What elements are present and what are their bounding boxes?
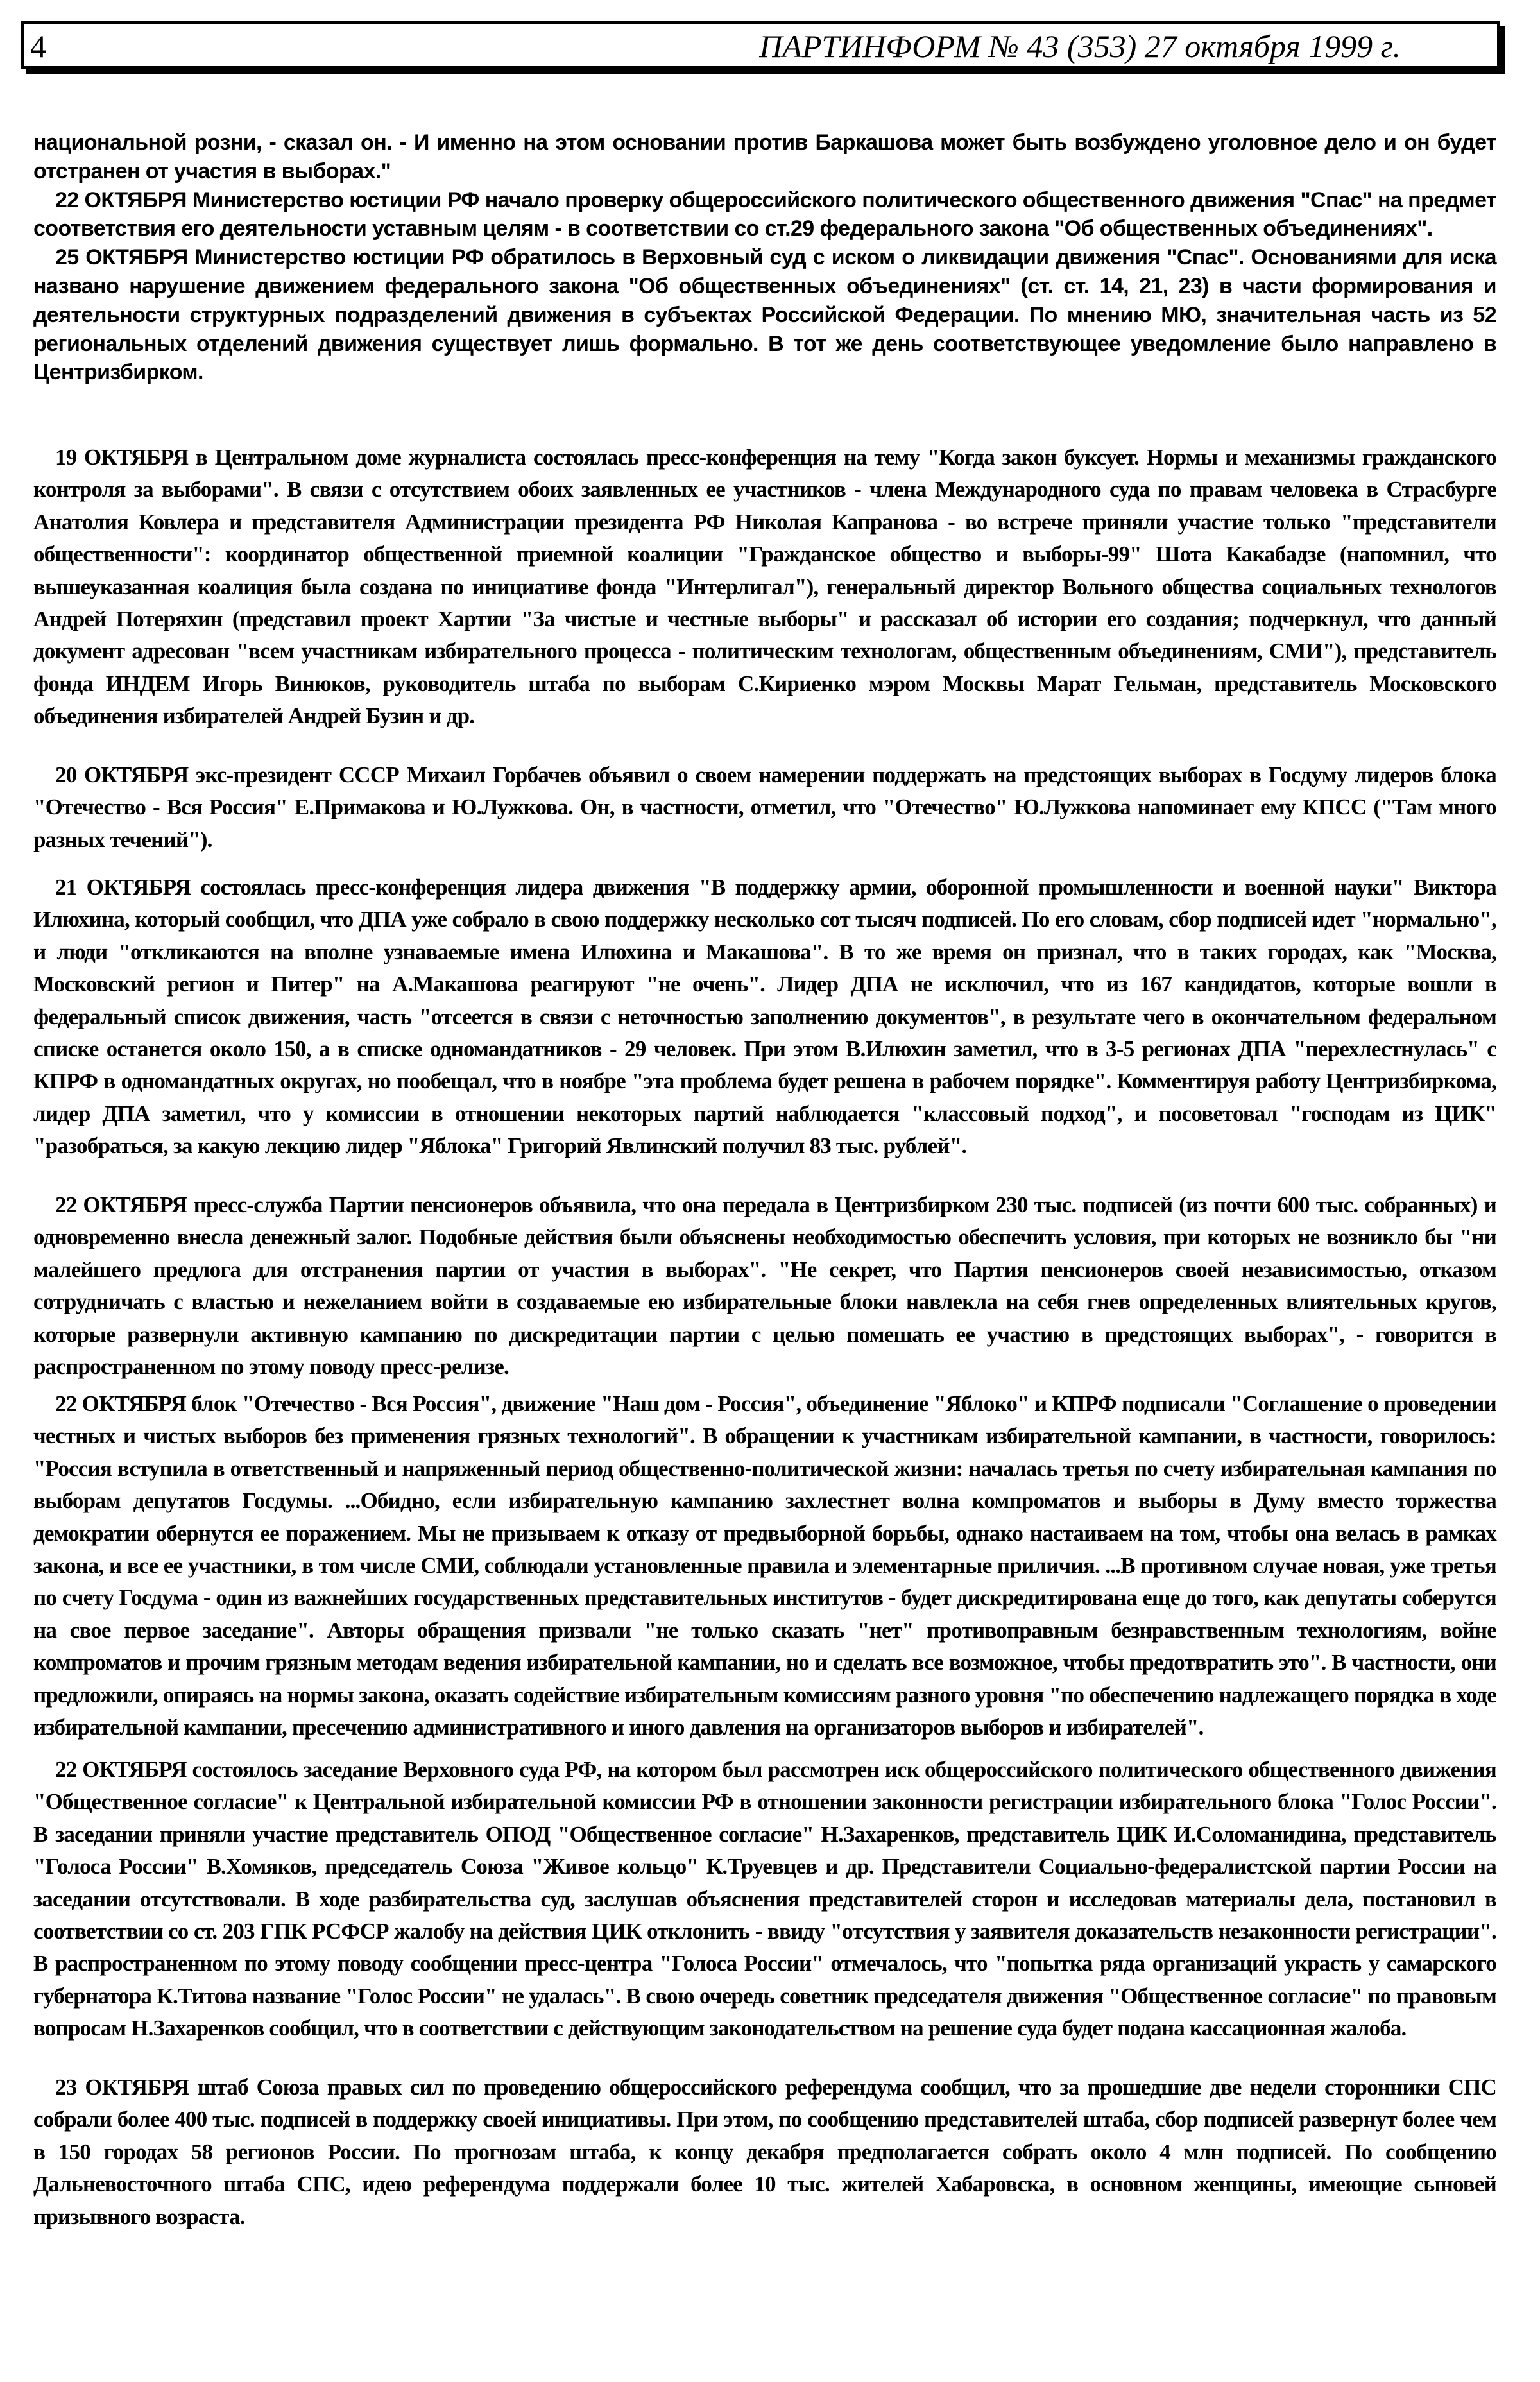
news-item: 22 ОКТЯБРЯ Министерство юстиции РФ начало проверку общероссийского политического общественного движения "Спас" на предмет соответствия его деятельности уставным целям - в соответствии со ст.29 федерального закона "Об общественных объединениях". <box>33 187 1496 241</box>
page-header <box>21 21 1500 69</box>
publication-title: ПАРТИНФОРМ № 43 (353) 27 октября 1999 г. <box>759 28 1401 64</box>
news-item: 19 ОКТЯБРЯ в Центральном доме журналиста состоялась пресс-конференция на тему "Когда закон буксует. Нормы и механизмы гражданского контроля за выборами". В связи с отсутствием обоих заявленных ее участников - члена Международного суда по правам человека в Страсбурге Анатолия Ковлера и представителя Администрации президента РФ Николая Капранова - во встрече приняли участие только "представители общественности": координатор общественной приемной коалиции "Гражданское общество и выборы-99" Шота Какабадзе (напомнил, что вышеуказанная коалиция была создана по инициативе фонда "Интерлигал"), генеральный директор Вольного общества социальных технологов Андрей Потеряхин (представил проект Хартии "За чистые и честные выборы" и рассказал об истории его создания; подчеркнул, что данный документ адресован "всем участникам избирательного процесса - политическим технологам, общественным объединениям, СМИ"), представитель фонда ИНДЕМ Игорь Винюков, руководитель штаба по выборам С.Кириенко мэром Москвы Марат Гельман, представитель Московского объединения избирателей Андрей Бузин и др. <box>33 445 1496 729</box>
continued-paragraph: национальной розни, - сказал он. - И именно на этом основании против Баркашова может быть возбуждено уголовное дело и он будет отстранен от участия в выборах." <box>33 130 1496 184</box>
news-item: 22 ОКТЯБРЯ пресс-служба Партии пенсионеров объявила, что она передала в Центризбирком 230 тыс. подписей (из почти 600 тыс. собранных) и одновременно внесла денежный залог. Подобные действия были объяснены необходимостью обеспечить условия, при которых не возникло бы "ни малейшего предлога для отстранения партии от участия в выборах". "Не секрет, что Партия пенсионеров своей независимостью, отказом сотрудничать с властью и нежеланием войти в создаваемые ею избирательные блоки навлекла на себя гнев определенных влиятельных кругов, которые развернули активную кампанию по дискредитации партии с целью помешать ее участию в предстоящих выборах", - говорится в распространенном по этому поводу пресс-релизе. <box>33 1192 1496 1380</box>
bold-news-block <box>33 128 1496 387</box>
news-item: 23 ОКТЯБРЯ штаб Союза правых сил по проведению общероссийского референдума сообщил, что за прошедшие две недели сторонники СПС собрали более 400 тыс. подписей в поддержку своей инициативы. При этом, по сообщению представителей штаба, сбор подписей развернут более чем в 150 городах 58 регионов России. По прогнозам штаба, к концу декабря предполагается собрать около 4 млн подписей. По сообщению Дальневосточного штаба СПС, идею референдума поддержали более 10 тыс. жителей Хабаровска, в основном женщины, имеющие сыновей призывного возраста. <box>33 2075 1496 2229</box>
news-item: 20 ОКТЯБРЯ экс-президент СССР Михаил Горбачев объявил о своем намерении поддержать на предстоящих выборах в Госдуму лидеров блока "Отечество - Вся Россия" Е.Примакова и Ю.Лужкова. Он, в частности, отметил, что "Отечество" Ю.Лужкова напоминает ему КПСС ("Там много разных течений"). <box>33 762 1496 852</box>
news-item: 21 ОКТЯБРЯ состоялась пресс-конференция лидера движения "В поддержку армии, оборонной промышленности и военной науки" Виктора Илюхина, который сообщил, что ДПА уже собрало в свою поддержку несколько сот тысяч подписей. По его словам, сбор подписей идет "нормально", и люди "откликаются на вполне узнаваемые имена Илюхина и Макашова". В то же время он признал, что в таких городах, как "Москва, Московский регион и Питер" на А.Макашова реагируют "не очень". Лидер ДПА не исключил, что из 167 кандидатов, которые вошли в федеральный список движения, часть "отсеется в связи с неточностью заполнению документов", в результате чего в окончательном федеральном списке останется около 150, а в списке одномандатников - 29 человек. При этом В.Илюхин заметил, что в 3-5 регионах ДПА "перехлестнулась" с КПРФ в одномандатных округах, но пообещал, что в ноябре "эта проблема будет решена в рабочем порядке". Комментируя работу Центризбиркома, лидер ДПА заметил, что у комиссии в отношении некоторых партий наблюдается "классовый подход", и посоветовал "господам из ЦИК" "разобраться, за какую лекцию лидер "Яблока" Григорий Явлинский получил 83 тыс. рублей". <box>33 875 1496 1159</box>
news-item: 22 ОКТЯБРЯ блок "Отечество - Вся Россия", движение "Наш дом - Россия", объединение "Яблоко" и КПРФ подписали "Соглашение о проведении честных и чистых выборов без применения грязных технологий". В обращении к участникам избирательной кампании, в частности, говорилось: "Россия вступила в ответственный и напряженный период общественно-политической жизни: началась третья по счету избирательная кампания по выборам депутатов Госдумы. ...Обидно, если избирательную кампанию захлестнет волна компроматов и выборы в Думу вместо торжества демократии обернутся ее поражением. Мы не призываем к отказу от предвыборной борьбы, однако настаиваем на том, чтобы она велась в рамках закона, и все ее участники, в том числе СМИ, соблюдали установленные правила и элементарные приличия. ...В противном случае новая, уже третья по счету Госдума - один из важнейших государственных представительных институтов - будет дискредитирована еще до того, как депутаты соберутся на свое первое заседание". Авторы обращения призвали "не только сказать "нет" противоправным безнравственным технологиям, войне компроматов и прочим грязным методам ведения избирательной кампании, но и сделать все возможное, чтобы предотвратить это". В частности, они предложили, опираясь на нормы закона, оказать содействие избирательным комиссиям разного уровня "по обеспечению надлежащего порядка в ходе избирательной кампании, пресечению административного и иного давления на организаторов выборов и избирателей". <box>33 1391 1496 1740</box>
news-item: 25 ОКТЯБРЯ Министерство юстиции РФ обратилось в Верховный суд с иском о ликвидации движения "Спас". Основаниями для иска названо нарушение движением федерального закона "Об общественных объединениях" (ст. ст. 14, 21, 23) в части формирования и деятельности структурных подразделений движения в субъектах Российской Федерации. По мнению МЮ, значительная часть из 52 региональных отделений движения существует лишь формально. В тот же день соответствующее уведомление было направлено в Центризбирком. <box>33 245 1496 385</box>
page-number: 4 <box>30 28 46 64</box>
news-item: 22 ОКТЯБРЯ состоялось заседание Верховного суда РФ, на котором был рассмотрен иск общероссийского политического общественного движения "Общественное согласие" к Центральной избирательной комиссии РФ в отношении законности регистрации избирательного блока "Голос России". В заседании приняли участие представитель ОПОД "Общественное согласие" Н.Захаренков, представитель ЦИК И.Соломанидина, представитель "Голоса России" В.Хомяков, председатель Союза "Живое кольцо" К.Труевцев и др. Представители Социально-федералистской партии России на заседании отсутствовали. В ходе разбирательства суд, заслушав объяснения представителей сторон и исследовав материалы дела, постановил в соответствии со ст. 203 ГПК РСФСР жалобу на действия ЦИК отклонить - ввиду "отсутствия у заявителя доказательств незаконности регистрации". В распространенном по этому поводу сообщении пресс-центра "Голоса России" отмечалось, что "попытка ряда организаций украсть у самарского губернатора К.Титова название "Голос России" не удалась". В свою очередь советник председателя движения "Общественное согласие" по правовым вопросам Н.Захаренков сообщил, что в соответствии с действующим законодательством на решение суда будет подана кассационная жалоба. <box>33 1757 1496 2041</box>
